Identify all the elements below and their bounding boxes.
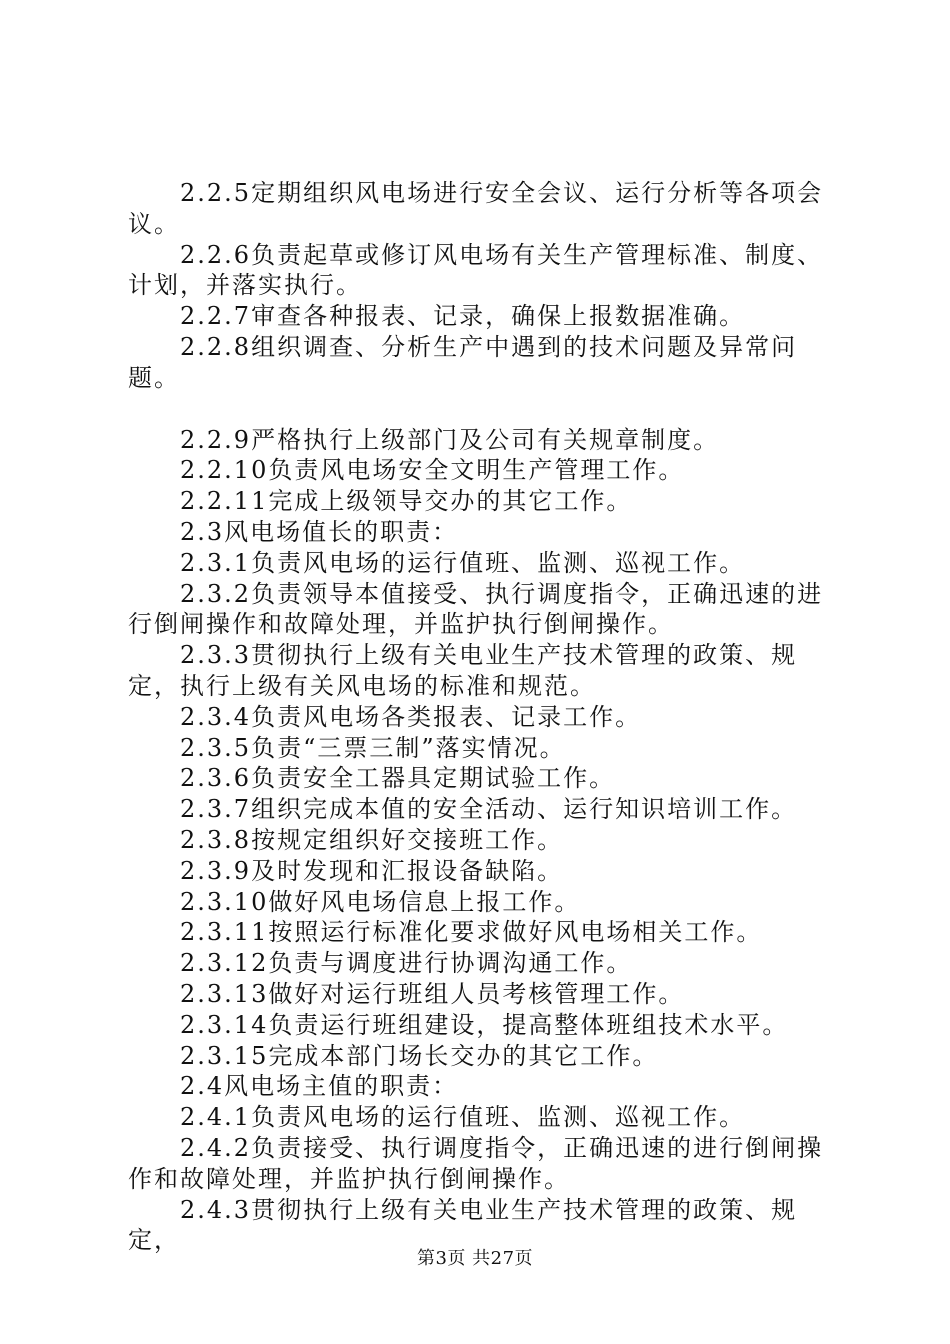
paragraph-2-3-15: 2.3.15完成本部门场长交办的其它工作。	[180, 1041, 659, 1070]
paragraph-2-3-4: 2.3.4负责风电场各类报表、记录工作。	[180, 702, 642, 731]
paragraph-2-3-10: 2.3.10做好风电场信息上报工作。	[180, 887, 581, 916]
heading-2-4: 2.4风电场主值的职责：	[180, 1072, 459, 1101]
paragraph-2-3-5: 2.3.5负责“三票三制”落实情况。	[180, 733, 566, 762]
paragraph-2-3-2: 2.3.2负责领导本值接受、执行调度指令，正确迅速的进行倒闸操作和故障处理，并监护执行倒闸操作。	[128, 579, 824, 639]
paragraph-2-3-12: 2.3.12负责与调度进行协调沟通工作。	[180, 949, 633, 978]
paragraph-2-3-6: 2.3.6负责安全工器具定期试验工作。	[180, 764, 616, 793]
document-body	[128, 178, 840, 1256]
paragraph-2-4-2: 2.4.2负责接受、执行调度指令，正确迅速的进行倒闸操作和故障处理，并监护执行倒闸操作。	[128, 1133, 824, 1193]
paragraph-2-3-3: 2.3.3贯彻执行上级有关电业生产技术管理的政策、规定，执行上级有关风电场的标准和规范。	[128, 641, 798, 700]
paragraph-2-2-8: 2.2.8组织调查、分析生产中遇到的技术问题及异常问题。	[128, 332, 798, 392]
paragraph-2-3-13: 2.3.13做好对运行班组人员考核管理工作。	[180, 979, 685, 1008]
page-number-footer: 第3页 共27页	[416, 1248, 534, 1269]
paragraph-2-2-10: 2.2.10负责风电场安全文明生产管理工作。	[180, 456, 685, 485]
paragraph-2-2-5: 2.2.5定期组织风电场进行安全会议、运行分析等各项会议。	[128, 179, 824, 238]
paragraph-2-3-7: 2.3.7组织完成本值的安全活动、运行知识培训工作。	[180, 795, 798, 824]
paragraph-2-2-11: 2.2.11完成上级领导交办的其它工作。	[180, 487, 633, 516]
paragraph-2-4-1: 2.4.1负责风电场的运行值班、监测、巡视工作。	[180, 1103, 746, 1132]
paragraph-2-3-8: 2.3.8按规定组织好交接班工作。	[180, 825, 564, 854]
paragraph-2-2-9: 2.2.9严格执行上级部门及公司有关规章制度。	[180, 425, 720, 454]
paragraph-2-2-7: 2.2.7审查各种报表、记录，确保上报数据准确。	[180, 302, 746, 331]
paragraph-2-3-14: 2.3.14负责运行班组建设，提高整体班组技术水平。	[180, 1010, 789, 1039]
paragraph-2-3-1: 2.3.1负责风电场的运行值班、监测、巡视工作。	[180, 548, 746, 577]
heading-2-3: 2.3风电场值长的职责：	[180, 517, 459, 546]
paragraph-2-2-6: 2.2.6负责起草或修订风电场有关生产管理标准、制度、计划，并落实执行。	[128, 240, 824, 300]
paragraph-2-4-3: 2.4.3贯彻执行上级有关电业生产技术管理的政策、规定，	[128, 1195, 798, 1255]
paragraph-2-3-9: 2.3.9及时发现和汇报设备缺陷。	[180, 856, 564, 885]
blank-line	[128, 394, 840, 425]
paragraph-2-3-11: 2.3.11按照运行标准化要求做好风电场相关工作。	[180, 918, 763, 947]
